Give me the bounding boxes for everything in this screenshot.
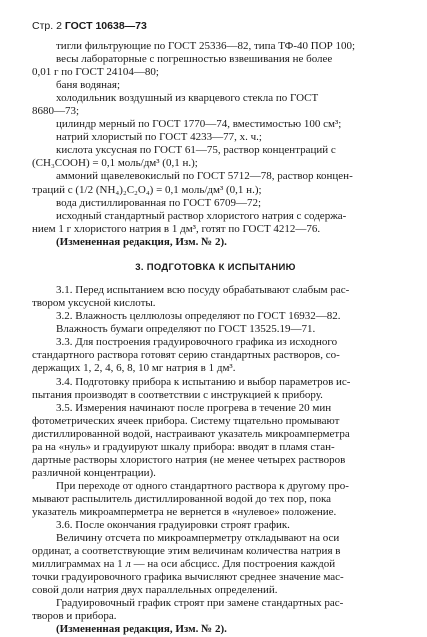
equipment-line: натрий хлористый по ГОСТ 4233—77, х. ч.; bbox=[56, 131, 262, 144]
page-header bbox=[32, 19, 399, 33]
equipment-line: (CH₃COOH) = 0,1 моль/дм³ (0,1 н.); bbox=[32, 157, 198, 170]
body-line: Влажность бумаги определяют по ГОСТ 13525.19—71. bbox=[56, 323, 316, 336]
body-line: 3.4. Подготовку прибора к испытанию и выбор параметров ис- bbox=[56, 375, 351, 388]
body-line: 3.5. Измерения начинают после прогрева в течение 20 мин bbox=[56, 401, 332, 414]
body-line: дистиллированной водой, настраивают указатель микроамперметра bbox=[32, 427, 350, 440]
body-line: пытания производят в соответствии с инструкцией к прибору. bbox=[32, 388, 323, 401]
equipment-line: исходный стандартный раствор хлористого натрия с содержа- bbox=[56, 209, 347, 222]
body-line: ра на «нуль» и градуируют шкалу прибора: вводят в пламя стан- bbox=[32, 440, 335, 453]
equipment-line: вода дистиллированная по ГОСТ 6709—72; bbox=[56, 196, 262, 209]
body-line: миллиграммах на 1 л — на оси абсцисс. Для построения каждой bbox=[32, 558, 336, 571]
body-line: совой доли натрия двух параллельных определений. bbox=[32, 584, 278, 597]
body-line: дартные растворы хлористого натрия (не менее четырех растворов bbox=[32, 453, 346, 466]
equipment-line: баня водяная; bbox=[56, 79, 121, 92]
body-line: держащих 1, 2, 4, 6, 8, 10 мг натрия в 1 дм³. bbox=[32, 362, 236, 375]
equipment-line: 8680—73; bbox=[32, 105, 80, 118]
body-line: При переходе от одного стандартного раствора к другому про- bbox=[56, 479, 349, 492]
body-line: различной концентрации). bbox=[32, 466, 156, 479]
body-line: точки градуировочного графика вычисляют среднее значение мас- bbox=[32, 571, 344, 584]
amendment-note: (Измененная редакция, Изм. № 2). bbox=[56, 623, 227, 636]
equipment-line: нием 1 г хлористого натрия в 1 дм³, готят по ГОСТ 4212—76. bbox=[32, 222, 321, 235]
equipment-line: весы лабораторные с погрешностью взвешивания не более bbox=[56, 53, 333, 66]
body-line: Величину отсчета по микроамперметру откладывают на оси bbox=[56, 532, 340, 545]
equipment-line: 0,01 г по ГОСТ 24104—80; bbox=[32, 66, 159, 79]
standard-number: ГОСТ 10638—73 bbox=[64, 20, 147, 32]
body-line: стандартного раствора готовят серию стандартных растворов, со- bbox=[32, 349, 340, 362]
body-line: фотометрических ячеек прибора. Систему тщательно промывают bbox=[32, 414, 340, 427]
body-line: твором уксусной кислоты. bbox=[32, 297, 156, 310]
body-line: Градуировочный график строят при замене стандартных рас- bbox=[56, 597, 344, 610]
body-line: 3.1. Перед испытанием всю посуду обрабатывают слабым рас- bbox=[56, 284, 350, 297]
equipment-line: цилиндр мерный по ГОСТ 1770—74, вместимостью 100 см³; bbox=[56, 118, 342, 131]
body-line: указатель микроамперметра не вернется в «нулевое» положение. bbox=[32, 506, 337, 518]
body-line: творов и прибора. bbox=[32, 610, 117, 623]
body-line: 3.6. После окончания градуировки строят график. bbox=[56, 519, 290, 532]
body-line: ординат, а соответствующие этим величинам количества натрия в bbox=[32, 545, 341, 558]
body-line: мывают распылитель дистиллированной водой до тех пор, пока bbox=[32, 492, 332, 505]
page-number: Стр. 2 bbox=[32, 20, 62, 32]
amendment-note: (Измененная редакция, Изм. № 2). bbox=[56, 235, 227, 248]
equipment-line: аммоний щавелевокислый по ГОСТ 5712—78, раствор концен- bbox=[56, 170, 353, 183]
body-line: 3.2. Влажность целлюлозы определяют по ГОСТ 16932—82. bbox=[56, 310, 341, 323]
equipment-list bbox=[32, 40, 399, 236]
equipment-line: тигли фильтрующие по ГОСТ 25336—82, типа ТФ-40 ПОР 100; bbox=[56, 40, 356, 52]
section-body bbox=[32, 284, 399, 623]
section-title: 3. ПОДГОТОВКА К ИСПЫТАНИЮ bbox=[135, 262, 296, 274]
equipment-line: холодильник воздушный из кварцевого стекла по ГОСТ bbox=[56, 92, 319, 105]
body-line: 3.3. Для построения градуировочного графика из исходного bbox=[56, 336, 338, 349]
equipment-line: кислота уксусная по ГОСТ 61—75, раствор концентраций с bbox=[56, 144, 336, 157]
equipment-line: траций с (1/2 (NH₄)₂C₂O₄) = 0,1 моль/дм³ (0,1 н.); bbox=[32, 183, 262, 196]
